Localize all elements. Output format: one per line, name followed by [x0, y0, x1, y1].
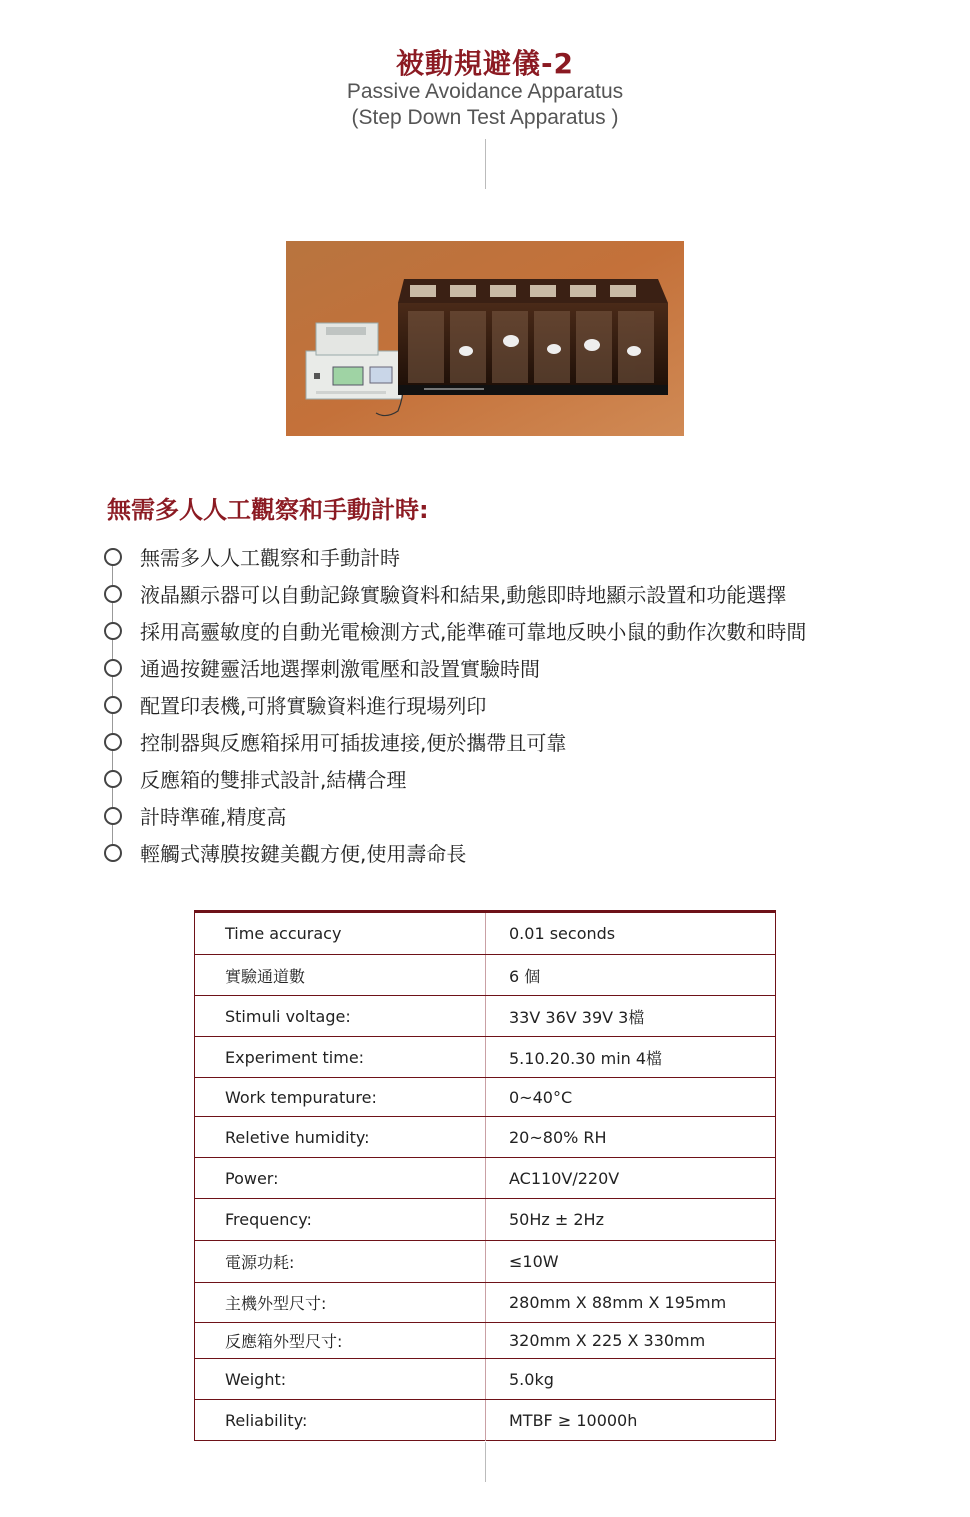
circle-bullet-icon: [104, 585, 122, 603]
spec-label: Reliability:: [225, 1410, 308, 1430]
table-row: [195, 1283, 775, 1323]
list-item: 計時準確,精度高: [100, 797, 900, 834]
spec-value: 20~80% RH: [509, 1127, 607, 1147]
product-photo: [286, 241, 684, 436]
circle-bullet-icon: [104, 548, 122, 566]
features-heading: 無需多人人工觀察和手動計時:: [107, 496, 429, 524]
spec-label: Experiment time:: [225, 1047, 365, 1067]
spec-value: MTBF ≥ 10000h: [509, 1410, 638, 1430]
spec-label: Frequency:: [225, 1210, 312, 1229]
table-row: [195, 1117, 775, 1158]
list-item: 通過按鍵靈活地選擇刺激電壓和設置實驗時間: [100, 649, 900, 686]
spec-value: ≤10W: [509, 1252, 559, 1271]
feature-list: [100, 538, 900, 871]
table-row: [195, 913, 775, 955]
table-row: [195, 1359, 775, 1400]
table-row: [195, 1037, 775, 1078]
page-title: 被動規避儀-2: [395, 47, 575, 80]
spec-value: 0.01 seconds: [509, 924, 616, 943]
list-item: 無需多人人工觀察和手動計時: [100, 538, 900, 575]
circle-bullet-icon: [104, 696, 122, 714]
spec-value: 5.0kg: [509, 1369, 554, 1389]
list-item: 輕觸式薄膜按鍵美觀方便,使用壽命長: [100, 834, 900, 871]
circle-bullet-icon: [104, 770, 122, 788]
circle-bullet-icon: [104, 733, 122, 751]
spec-label: Time accuracy: [225, 924, 342, 943]
spec-label: Weight:: [225, 1369, 287, 1389]
table-row: [195, 955, 775, 996]
spec-label: 實驗通道數: [225, 966, 306, 986]
spec-value: 0~40°C: [509, 1087, 573, 1107]
table-row: [195, 1199, 775, 1241]
spec-value: AC110V/220V: [509, 1168, 620, 1188]
table-row: [195, 1400, 775, 1440]
table-row: [195, 996, 775, 1037]
table-row: [195, 1241, 775, 1283]
reaction-box: [398, 279, 668, 395]
page-subtitle-alt-name: (Step Down Test Apparatus ): [351, 106, 619, 129]
spec-label: 電源功耗:: [225, 1253, 295, 1272]
spec-label: Work tempurature:: [225, 1087, 377, 1107]
spec-value: 33V 36V 39V 3檔: [509, 1007, 645, 1027]
list-item: 液晶顯示器可以自動記錄實驗資料和結果,動態即時地顯示設置和功能選擇: [100, 575, 900, 612]
spec-value: 6 個: [509, 966, 541, 986]
spec-value: 320mm X 225 X 330mm: [509, 1331, 706, 1350]
list-item: 反應箱的雙排式設計,結構合理: [100, 760, 900, 797]
spec-value: 280mm X 88mm X 195mm: [509, 1293, 727, 1312]
spec-label: Power:: [225, 1168, 279, 1188]
spec-label: 主機外型尺寸:: [225, 1294, 327, 1313]
table-row: [195, 1323, 775, 1359]
table-row: [195, 1078, 775, 1117]
circle-bullet-icon: [104, 659, 122, 677]
list-item: 配置印表機,可將實驗資料進行現場列印: [100, 686, 900, 723]
spec-label: 反應箱外型尺寸:: [225, 1332, 343, 1351]
page-subtitle-english: Passive Avoidance Apparatus: [346, 80, 624, 103]
spec-label: Stimuli voltage:: [225, 1006, 351, 1026]
spec-value: 50Hz ± 2Hz: [509, 1210, 604, 1229]
title-divider-line: [485, 139, 486, 189]
spec-value: 5.10.20.30 min 4檔: [509, 1048, 663, 1068]
list-item: 採用高靈敏度的自動光電檢測方式,能準確可靠地反映小鼠的動作次數和時間: [100, 612, 900, 649]
table-row: [195, 1158, 775, 1199]
footer-divider-line: [485, 1442, 486, 1482]
circle-bullet-icon: [104, 844, 122, 862]
circle-bullet-icon: [104, 622, 122, 640]
list-item: 控制器與反應箱採用可插拔連接,便於攜帶且可靠: [100, 723, 900, 760]
circle-bullet-icon: [104, 807, 122, 825]
spec-label: Reletive humidity:: [225, 1127, 370, 1147]
